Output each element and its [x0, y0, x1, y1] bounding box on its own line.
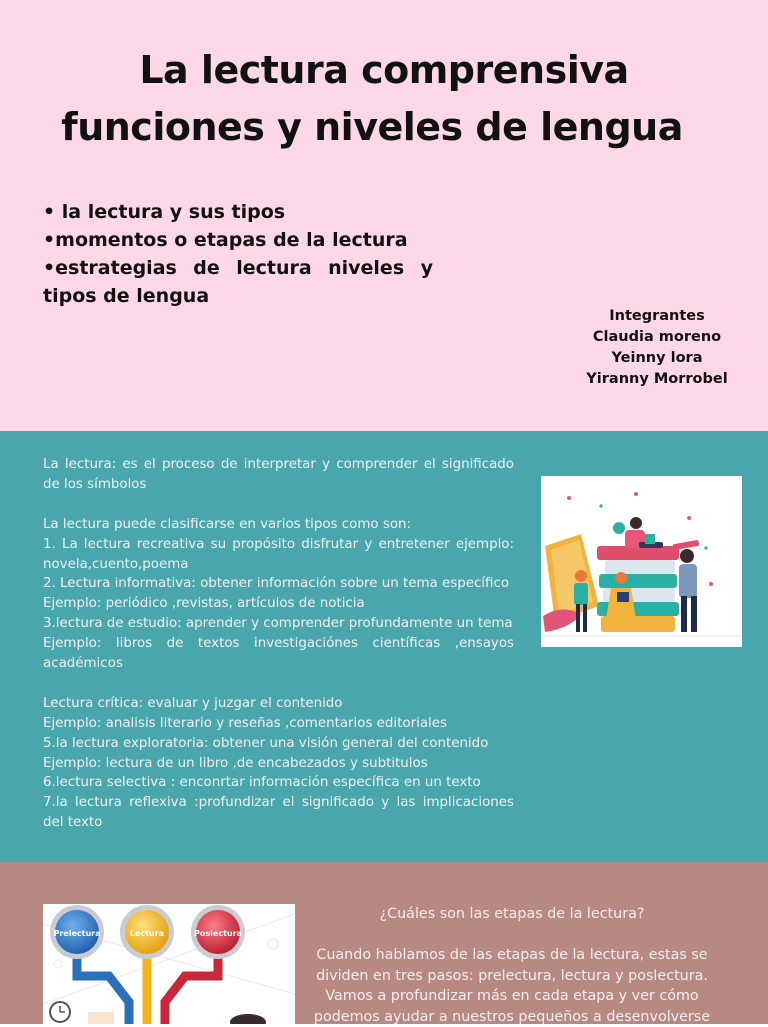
type-line: Ejemplo: analisis literario y reseñas ,comentarios editoriales: [43, 715, 447, 731]
stages-infographic: [43, 904, 295, 1024]
stages-paragraph: Cuando hablamos de las etapas de la lectura, estas se dividen en tres pasos: prelectura, lectura y poslectura. Vamos a profundizar más en cada etapa y ver cómo podemos ayudar a nuestros pequeños a desenvolverse: [313, 947, 711, 1025]
team-member: Claudia moreno: [592, 329, 722, 345]
stage-label-poslectura: Poslectura: [194, 929, 242, 938]
topic-word: niveles: [328, 257, 405, 279]
topic-item-continued: tipos de lengua: [43, 285, 210, 307]
reading-types-text: [43, 455, 514, 833]
type-line: Lectura crítica: evaluar y juzgar el contenido: [43, 695, 343, 711]
topic-word: •estrategias: [43, 257, 177, 279]
team-block: [572, 306, 742, 390]
type-line: 7.la lectura reflexiva :profundizar el significado y las implicaciones del texto: [43, 795, 514, 831]
stage-label-prelectura: Prelectura: [53, 929, 101, 938]
type-line: 3.lectura de estudio: aprender y comprender profundamente un tema: [43, 616, 513, 632]
reading-illustration: [541, 476, 742, 647]
topic-word: de: [193, 257, 220, 279]
stages-question: ¿Cuáles son las etapas de la lectura?: [379, 906, 645, 922]
title-section: [0, 0, 768, 431]
type-line: Ejemplo: libros de textos investigaciónes científicas ,ensayos académicos: [43, 636, 514, 672]
types-intro: La lectura puede clasificarse en varios tipos como son:: [43, 516, 412, 532]
team-heading: Integrantes: [609, 308, 705, 324]
definition-paragraph: La lectura: es el proceso de interpretar y comprender el significado de los símbolos: [43, 457, 514, 492]
stage-label-lectura: Lectura: [129, 929, 165, 938]
reading-stages-diagram: [43, 904, 295, 1024]
team-member: Yiranny Morrobel: [586, 371, 728, 387]
type-line: 6.lectura selectiva : enconrtar información específica en un texto: [43, 775, 481, 791]
clock-icon: [50, 1002, 70, 1022]
type-line: 1. La lectura recreativa su propósito disfrutar y entretener ejemplo: novela,cuento,poema: [43, 536, 514, 572]
type-line: 2. Lectura informativa: obtener información sobre un tema específico: [43, 576, 510, 592]
book-icon: [88, 1012, 114, 1024]
topic-word: lectura: [236, 257, 312, 279]
team-member: Yeinny lora: [611, 350, 703, 366]
stages-text: [312, 904, 712, 1027]
page-title-line-1: La lectura comprensiva: [139, 48, 629, 92]
people-with-books-illustration: [541, 476, 742, 647]
type-line: 5.la lectura exploratoria: obtener una visión general del contenido: [43, 735, 489, 751]
topic-item: • la lectura y sus tipos: [43, 201, 286, 223]
type-line: Ejemplo: periódico ,revistas, artículos de noticia: [43, 596, 365, 612]
topics-list: [43, 198, 433, 310]
person-icon: [230, 1014, 266, 1024]
topic-word: y: [420, 257, 433, 279]
topic-item: •momentos o etapas de la lectura: [43, 229, 408, 251]
page-title-line-2: funciones y niveles de lengua: [61, 105, 683, 149]
type-line: Ejemplo: lectura de un libro ,de encabezados y subtitulos: [43, 755, 428, 771]
topic-item: [43, 254, 433, 282]
